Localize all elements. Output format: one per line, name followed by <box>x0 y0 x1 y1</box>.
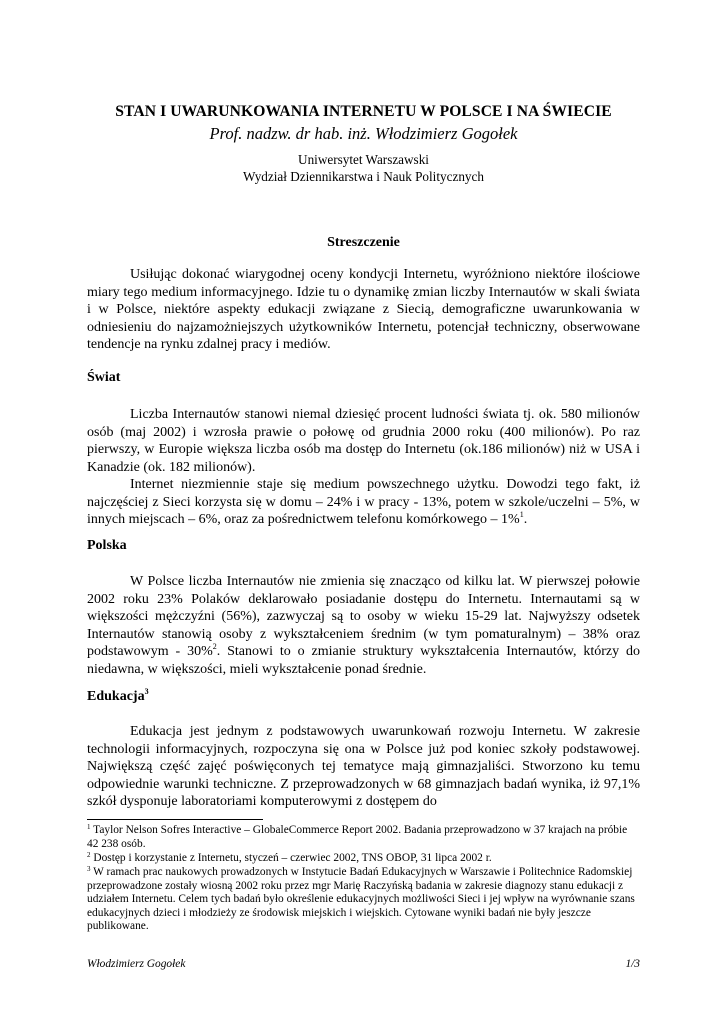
footnote-ref-3[interactable]: 3 <box>144 687 149 696</box>
footnote-separator <box>87 819 263 820</box>
world-paragraph-2-text: Internet niezmiennie staje się medium powszechnego użytku. Dowodzi tego fakt, iż najczęściej z Sieci korzysta się w domu – 24% i w pracy - 13%, potem w szkole/uczelni – 5%, w innych miejscach – 6%, oraz za pośrednictwem telefonu komórkowego – 1% <box>87 477 640 528</box>
footer-author: Włodzimierz Gogołek <box>87 958 186 970</box>
footnote-ref-1[interactable]: 1 <box>519 510 524 520</box>
footnote-text-1: Taylor Nelson Sofres Interactive – GlobaleCommerce Report 2002. Badania przeprowadzono w 37 krajach na próbie 42 238 osób. <box>87 824 628 850</box>
author-name: Prof. nadzw. dr hab. inż. Włodzimierz Gogołek <box>209 124 518 143</box>
world-paragraph-1: Liczba Internautów stanowi niemal dziesięć procent ludności świata tj. ok. 580 milionów osób (maj 2002) i wzrosła prawie o połowę od grudnia 2000 roku (400 milionów). Po raz pierwszy, w Europie większa liczba osób ma dostęp do Internetu (ok.186 milionów) niż w USA i Kanadzie (ok. 182 milionów). <box>87 407 640 475</box>
poland-paragraph-text-a: W Polsce liczba Internautów nie zmienia się znacząco od kilku lat. W pierwszej połowie 2002 roku 23% Polaków deklarowało posiadanie dostępu do Internetu. Internautami są w większości mężczyźni (56%), zazwyczaj są to osoby w wieku 15-29 lat. Najwyższy odsetek Internautów stanowią osoby z wykształceniem średnim (w tym pomaturalnym) – 38% oraz podstawowym - 30% <box>87 574 640 660</box>
poland-paragraph-text-b: . Stanowi to o zmianie struktury wykształcenia Internautów, którzy do niedawna, w większości, mieli wykształcenie ponad średnie. <box>87 644 640 677</box>
footnote-ref-2[interactable]: 2 <box>212 642 217 652</box>
footnote-mark-3: 3 <box>87 865 91 873</box>
faculty-name: Wydział Dziennikarstwa i Nauk Politycznych <box>243 169 484 184</box>
document-title: STAN I UWARUNKOWANIA INTERNETU W POLSCE I NA ŚWIECIE <box>115 103 612 120</box>
abstract-paragraph: Usiłując dokonać wiarygodnej oceny kondycji Internetu, wyróżniono niektóre ilościowe miary tego medium informacyjnego. Idzie tu o dynamikę zmian liczby Internautów w skali świata i w Polsce, niektóre aspekty edukacji związane z Siecią, demograficzne uwarunkowania w odniesieniu do najzamożniejszych użytkowników Internetu, potencjał techniczny, obserwowane tendencje na rynku zdalnej pracy i mediów. <box>87 267 640 353</box>
section-heading-education <box>87 689 149 705</box>
footnote-text-2: Dostęp i korzystanie z Internetu, styczeń – czerwiec 2002, TNS OBOP, 31 lipca 2002 r. <box>93 852 492 864</box>
poland-paragraph <box>87 573 640 679</box>
footnote-mark-1: 1 <box>87 823 91 831</box>
world-paragraph-2 <box>87 476 640 529</box>
footnote-text-3: W ramach prac naukowych prowadzonych w Instytucie Badań Edukacyjnych w Warszawie i Politechnice Radomskiej przeprowadzone zostały wiosną 2002 roku przez mgr Marię Raczyńską badania w zakresie diagnozy stanu edukacji z udziałem Internetu. Celem tych badań było określenie edukacyjnych możliwości Sieci i jej wpływ na wyrównanie szans edukacyjnych dzieci i młodzieży ze środowisk miejskich i wiejskich. Cytowane wyniki badań nie były jeszcze publikowane. <box>87 866 635 933</box>
education-paragraph: Edukacja jest jednym z podstawowych uwarunkowań rozwoju Internetu. W zakresie technologii informacyjnych, rozpoczyna się ona w Polsce już pod koniec szkoły podstawowej. Największą część zajęć poświęconych tej tematyce mają gimnazjaliści. Stworzono ku temu odpowiednie warunki techniczne. Z przeprowadzonych w 68 gimnazjach badań wynika, iż 97,1% szkół dysponuje laboratoriami komputerowymi z dostępem do <box>87 724 640 810</box>
footnote-3 <box>87 866 640 934</box>
page-number: 1/3 <box>625 958 640 970</box>
university-name: Uniwersytet Warszawski <box>298 152 429 167</box>
section-heading-poland: Polska <box>87 538 127 553</box>
education-heading-text: Edukacja <box>87 689 145 704</box>
footnote-mark-2: 2 <box>87 851 91 859</box>
footnote-1 <box>87 824 640 851</box>
section-heading-world: Świat <box>87 370 121 385</box>
world-paragraph-2-end: . <box>523 512 528 528</box>
abstract-heading: Streszczenie <box>327 235 400 250</box>
footnote-2 <box>87 852 640 866</box>
